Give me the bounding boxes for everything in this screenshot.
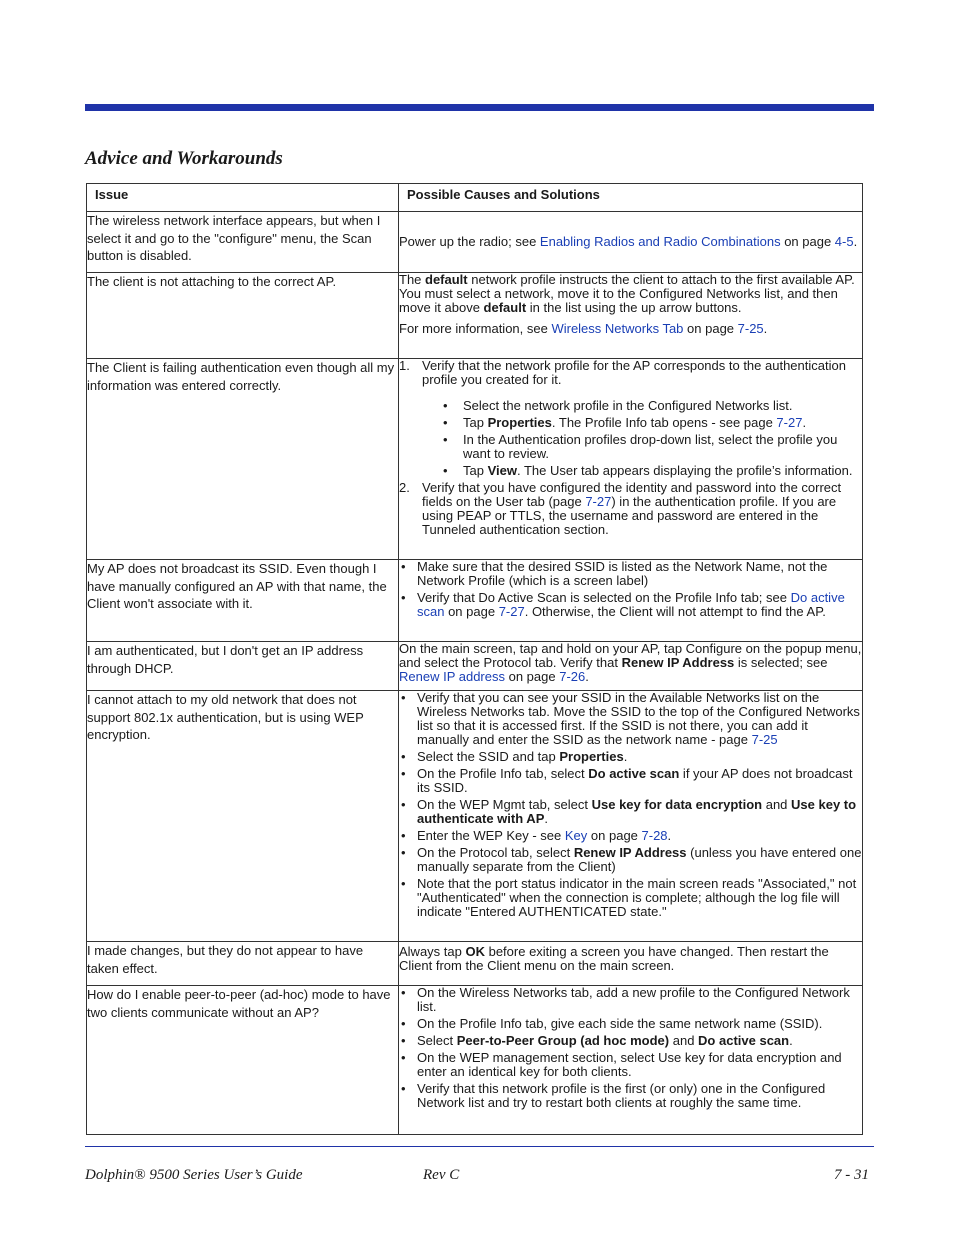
bold-text: default [425, 272, 468, 287]
list-item: • Select the network profile in the Configured Networks list. [422, 399, 862, 413]
solution-cell [399, 642, 863, 691]
link-page-7-27[interactable]: 7-27 [776, 415, 803, 430]
text: Verify that you can see your SSID in the Available Networks list on the Wireless Networks tab. Move the SSID to the top of the Configured Networks list so that it is accessed first. If the SSID is not there, you can add it manually and enter the SSID as the network name - page [417, 690, 860, 747]
list-item [399, 767, 862, 795]
text: on page [444, 604, 499, 619]
text: . [667, 828, 672, 843]
solution-cell [399, 691, 863, 942]
text: Tap [463, 463, 488, 478]
list-item [399, 829, 862, 843]
list-item [422, 416, 862, 430]
link-page-7-27[interactable]: 7-27 [585, 494, 612, 509]
text: Verify that Do Active Scan is selected on the Profile Info tab; see [417, 590, 791, 605]
issue-cell: The wireless network interface appears, but when I select it and go to the "configure" menu, the Scan button is disabled. [87, 212, 399, 273]
text: For more information, see [399, 321, 552, 336]
solution-text-more [399, 322, 862, 336]
footer-page-number: 7 - 31 [834, 1167, 869, 1183]
sub-list [422, 399, 862, 478]
text: On the Profile Info tab, select [417, 766, 589, 781]
bullet-list [399, 986, 862, 1110]
table-row [87, 986, 863, 1135]
link-renew-ip-address[interactable]: Renew IP address [399, 669, 505, 684]
issue-cell: The Client is failing authentication even though all my information was entered correctly. [87, 359, 399, 560]
table-row [87, 691, 863, 942]
table-row [87, 359, 863, 560]
link-wireless-networks-tab[interactable]: Wireless Networks Tab [551, 321, 684, 336]
solution-text [399, 642, 862, 684]
link-page-7-25[interactable]: 7-25 [751, 732, 778, 747]
text: Verify that you have configured the identity and password into the correct fields on the User tab (page [422, 480, 842, 509]
text: (unless you have entered one manually separate from the Client) [417, 845, 862, 874]
bold-text: Renew IP Address [573, 845, 687, 860]
footer-revision: Rev C [423, 1167, 460, 1183]
bold-text: Use key for data encryption [591, 797, 763, 812]
link-page-7-28[interactable]: 7-28 [641, 828, 668, 843]
step-number: 1. [399, 358, 410, 373]
text: . [763, 321, 768, 336]
text: network profile instructs the client to attach to the first available AP. You must select a network, move it to the Configured Networks list, and then move it above [399, 272, 855, 315]
text: on page [683, 321, 738, 336]
text: Always tap [399, 944, 466, 959]
list-item: • On the Wireless Networks tab, add a new profile to the Configured Network list. [399, 986, 862, 1014]
solution-cell [399, 273, 863, 359]
bold-text: View [487, 463, 517, 478]
bold-text: Do active scan [698, 1033, 790, 1048]
solution-cell [399, 212, 863, 273]
text: . Otherwise, the Client will not attempt to find the AP. [524, 604, 826, 619]
bold-text: Use key to authenticate with AP [417, 797, 857, 826]
bold-text: Do active scan [588, 766, 680, 781]
link-key[interactable]: Key [564, 828, 588, 843]
solution-cell [399, 359, 863, 560]
solution-text [399, 235, 862, 249]
link-do-active-scan[interactable]: Do active scan [417, 590, 845, 619]
list-item [399, 846, 862, 874]
table-row [87, 273, 863, 359]
solution-text [399, 945, 862, 973]
list-item [399, 1034, 862, 1048]
header-solution: Possible Causes and Solutions [399, 184, 863, 212]
issue-cell: My AP does not broadcast its SSID. Even though I have manually configured an AP with that name, the Client won't associate with it. [87, 560, 399, 642]
text: on page [587, 828, 642, 843]
advice-table [86, 183, 863, 1135]
text: . The User tab appears displaying the profile’s information. [516, 463, 853, 478]
link-page-7-25[interactable]: 7-25 [737, 321, 764, 336]
link-page-7-27[interactable]: 7-27 [498, 604, 525, 619]
text: on page [505, 669, 560, 684]
text: . [544, 811, 548, 826]
text: . [802, 415, 807, 430]
solution-cell [399, 942, 863, 986]
issue-cell: The client is not attaching to the correct AP. [87, 273, 399, 359]
link-page-4-5[interactable]: 4-5 [834, 234, 854, 249]
footer-rule [85, 1146, 874, 1147]
text: Power up the radio; see [399, 234, 540, 249]
issue-cell: How do I enable peer-to-peer (ad-hoc) mode to have two clients communicate without an AP? [87, 986, 399, 1135]
bold-text: OK [465, 944, 485, 959]
list-item [399, 691, 862, 747]
solution-cell [399, 560, 863, 642]
list-item [399, 750, 862, 764]
link-enabling-radios[interactable]: Enabling Radios and Radio Combinations [539, 234, 781, 249]
text: The [399, 272, 426, 287]
list-item: • Verify that this network profile is the first (or only) one in the Configured Network list and try to restart both clients at roughly the same time. [399, 1082, 862, 1110]
text: in the list using the up arrow buttons. [526, 300, 742, 315]
table-row [87, 560, 863, 642]
text: Enter the WEP Key - see [417, 828, 565, 843]
solution-text [399, 273, 862, 315]
text: and [762, 797, 792, 812]
text: Select the SSID and tap [417, 749, 560, 764]
bold-text: Peer-to-Peer Group (ad hoc mode) [456, 1033, 670, 1048]
text: . [789, 1033, 793, 1048]
list-item: • On the WEP management section, select Use key for data encryption and enter an identical key for both clients. [399, 1051, 862, 1079]
text: . [585, 669, 589, 684]
bullet-list [399, 691, 862, 919]
table-header-row [87, 184, 863, 212]
text: . [623, 749, 628, 764]
text: . [853, 234, 858, 249]
steps-list [399, 359, 862, 537]
table-row [87, 642, 863, 691]
list-item [399, 798, 862, 826]
text: is selected; see [734, 655, 828, 670]
list-item: • In the Authentication profiles drop-down list, select the profile you want to review. [422, 433, 862, 461]
section-title: Advice and Workarounds [85, 148, 283, 169]
text: before exiting a screen you have changed. Then restart the Client from the Client menu on the main screen. [399, 944, 829, 973]
text: Select [417, 1033, 457, 1048]
header-issue: Issue [87, 184, 399, 212]
text: On the main screen, tap and hold on your AP, tap Configure on the popup menu, and select the Protocol tab. Verify that [399, 641, 862, 670]
bold-text: Renew IP Address [621, 655, 735, 670]
solution-cell [399, 986, 863, 1135]
footer-guide-title: Dolphin® 9500 Series User’s Guide [85, 1167, 303, 1183]
link-page-7-26[interactable]: 7-26 [559, 669, 586, 684]
list-item: • Note that the port status indicator in the main screen reads "Associated," not "Authenticated" when the connection is complete; although the log file will indicate "Entered AUTHENTICATED state." [399, 877, 862, 919]
issue-cell: I cannot attach to my old network that does not support 802.1x authentication, but is using WEP encryption. [87, 691, 399, 942]
text: ) in the authentication profile. If you are using PEAP or TTLS, the username and password are entered in the Tunneled authentication section. [422, 494, 837, 537]
table-row [87, 942, 863, 986]
bold-text: Properties [487, 415, 552, 430]
header-rule [85, 104, 874, 111]
text: Verify that the network profile for the AP corresponds to the authentication profile you created for it. [422, 358, 846, 387]
bold-text: default [483, 300, 527, 315]
step-number: 2. [399, 480, 410, 495]
bullet-list [399, 560, 862, 619]
bold-text: Properties [559, 749, 624, 764]
text: Tap [463, 415, 488, 430]
list-item [399, 591, 862, 619]
text: and [669, 1033, 699, 1048]
text: On the WEP Mgmt tab, select [417, 797, 592, 812]
list-item: • Make sure that the desired SSID is listed as the Network Name, not the Network Profile (which is a screen label) [399, 560, 862, 588]
text: . The Profile Info tab opens - see page [551, 415, 777, 430]
table-row [87, 212, 863, 273]
text: On the Protocol tab, select [417, 845, 574, 860]
list-item [422, 464, 862, 478]
issue-cell: I am authenticated, but I don't get an IP address through DHCP. [87, 642, 399, 691]
issue-cell: I made changes, but they do not appear to have taken effect. [87, 942, 399, 986]
list-item [399, 481, 862, 537]
text: on page [780, 234, 835, 249]
text: if your AP does not broadcast its SSID. [417, 766, 853, 795]
list-item [399, 359, 862, 478]
list-item: • On the Profile Info tab, give each side the same network name (SSID). [399, 1017, 862, 1031]
